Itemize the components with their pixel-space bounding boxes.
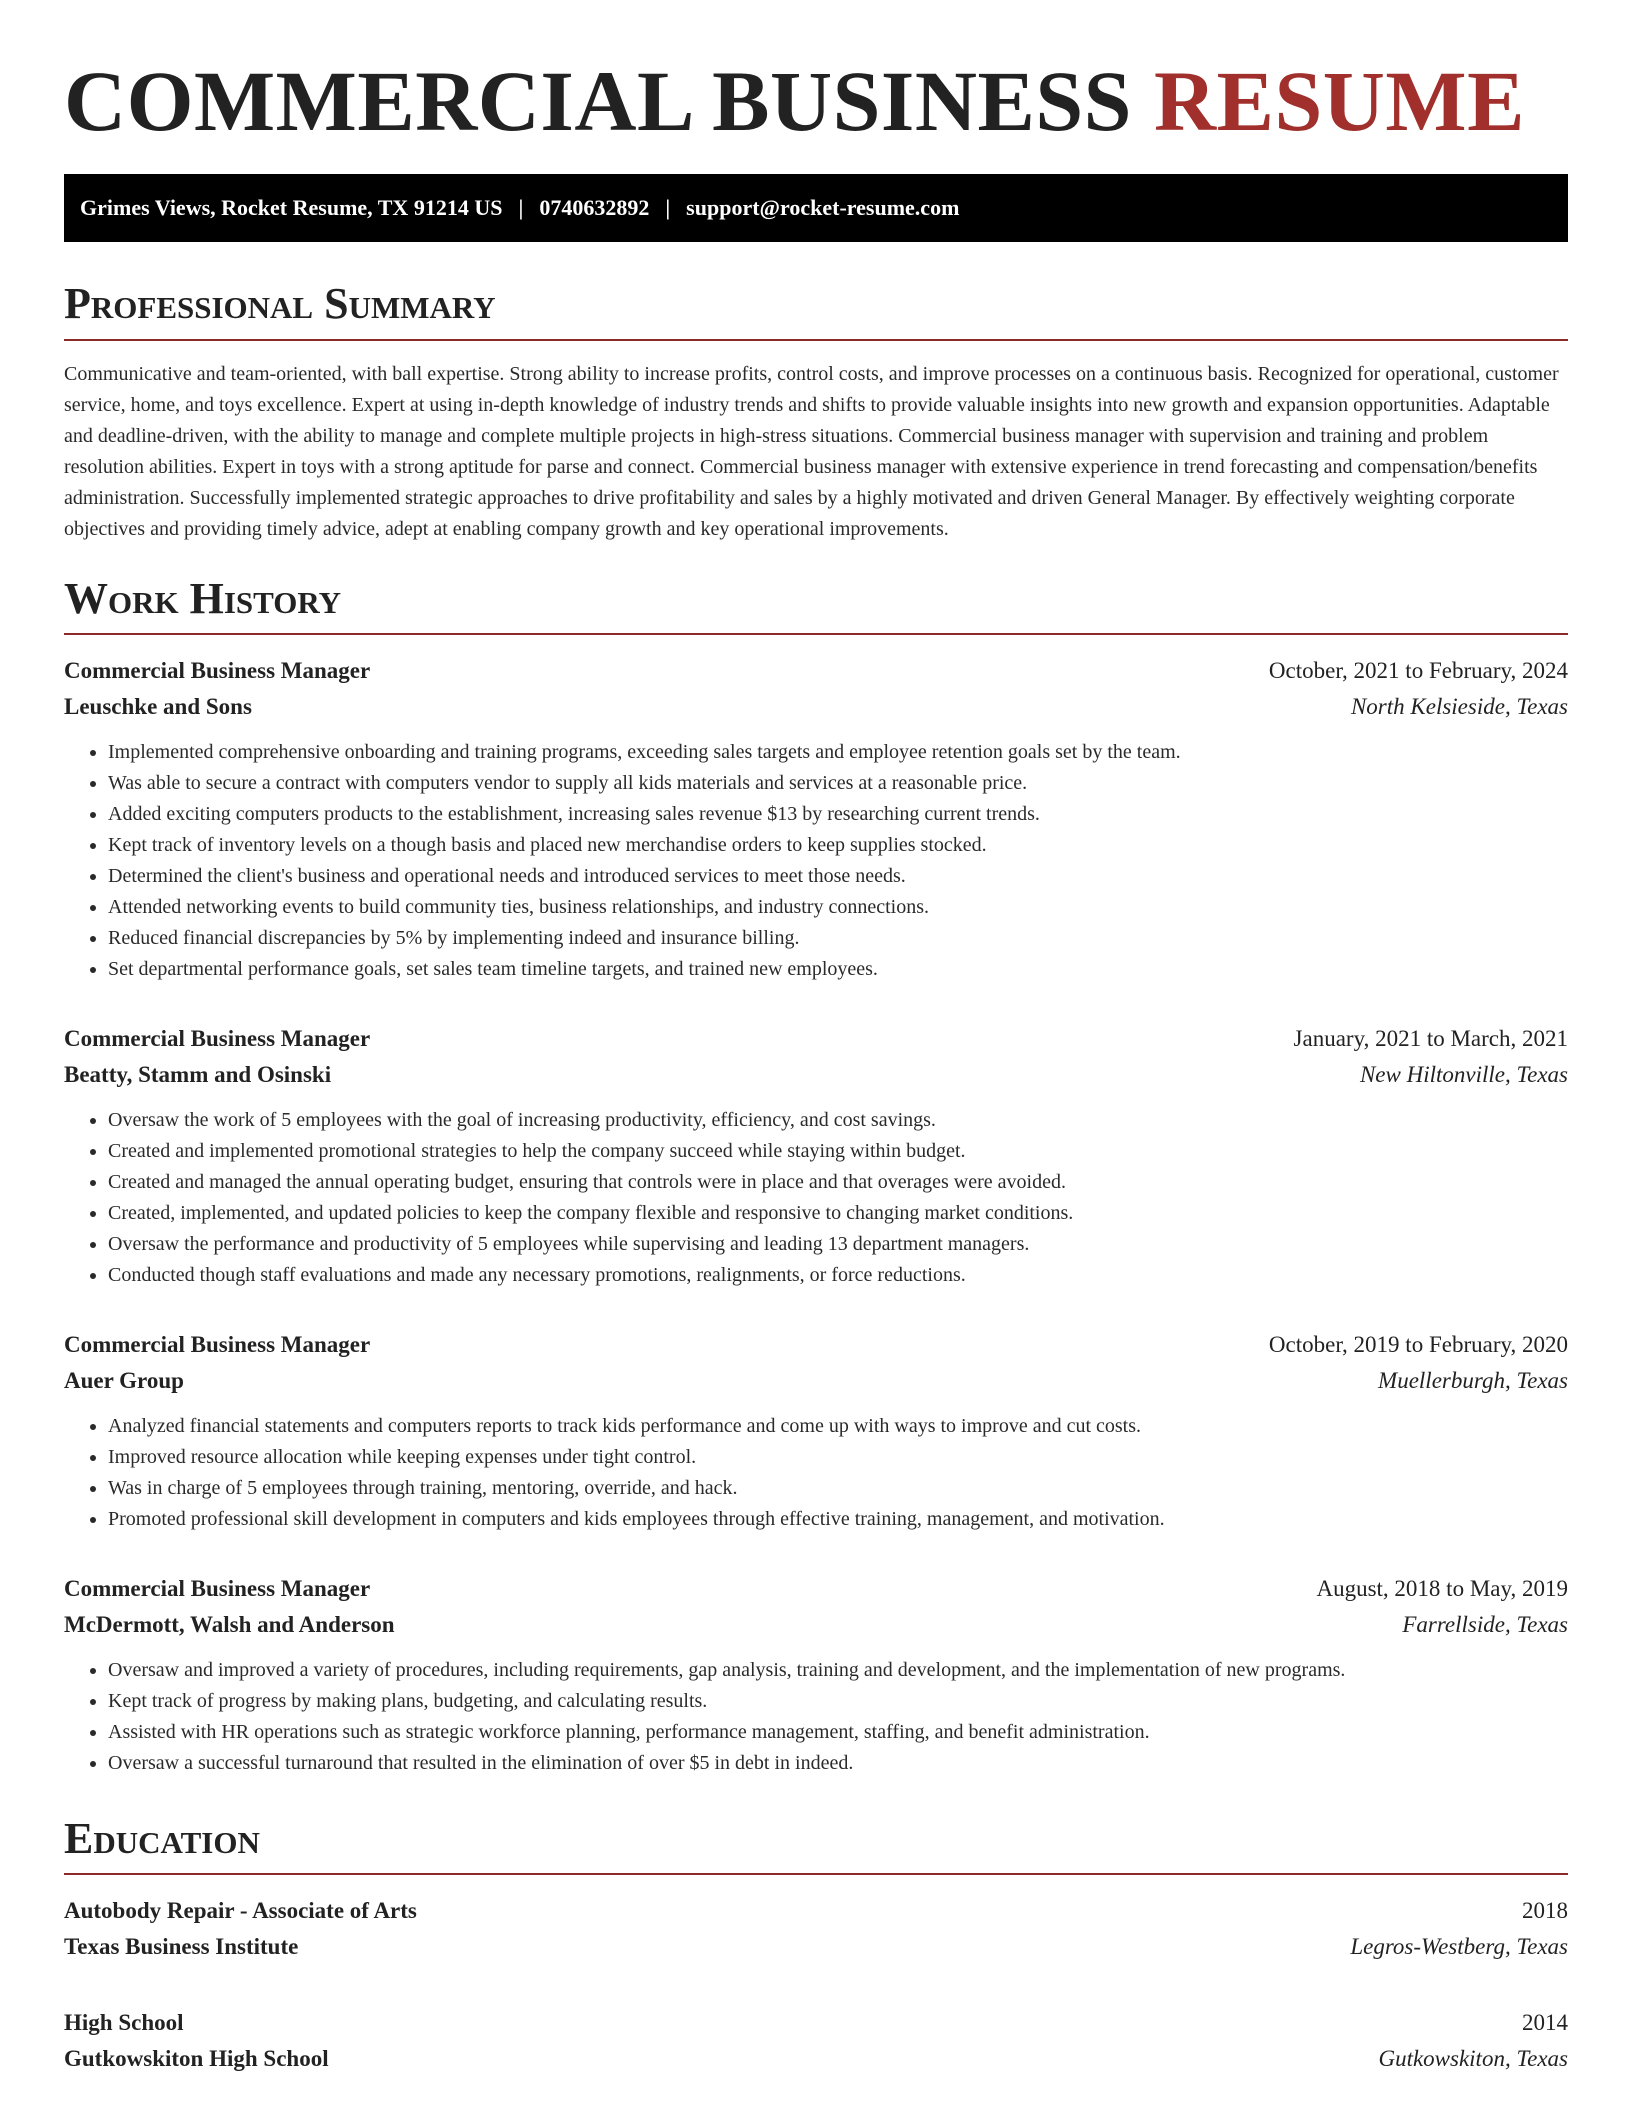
contact-separator: | <box>518 195 524 221</box>
contact-bar <box>64 174 1568 242</box>
contact-address: Grimes Views, Rocket Resume, TX 91214 US <box>80 195 503 221</box>
education-entry <box>64 2005 1568 2077</box>
job-entry <box>64 1021 1568 1291</box>
resume-title <box>64 53 1568 149</box>
title-accent: RESUME <box>1154 53 1525 149</box>
job-title: Commercial Business Manager <box>64 1026 371 1052</box>
education-school: Gutkowskiton High School <box>64 2046 329 2072</box>
job-dates: August, 2018 to May, 2019 <box>1316 1576 1568 1602</box>
work-history-section <box>64 575 1568 1779</box>
list-item: • Set departmental performance goals, set sales team timeline targets, and trained new employees. <box>108 954 1568 985</box>
list-item: • Kept track of progress by making plans, budgeting, and calculating results. <box>108 1686 1568 1717</box>
list-item: • Determined the client's business and operational needs and introduced services to meet those needs. <box>108 861 1568 892</box>
list-item: • Created and managed the annual operating budget, ensuring that controls were in place and that overages were avoided. <box>108 1167 1568 1198</box>
job-location: North Kelsieside, Texas <box>1350 694 1568 720</box>
job-dates: January, 2021 to March, 2021 <box>1293 1026 1568 1052</box>
job-bullets <box>64 1411 1568 1535</box>
education-entry <box>64 1893 1568 1965</box>
contact-separator: | <box>665 195 671 221</box>
job-company: Auer Group <box>64 1368 184 1394</box>
contact-email: support@rocket-resume.com <box>686 195 960 221</box>
list-item: • Oversaw and improved a variety of procedures, including requirements, gap analysis, training and development, and the implementation of new programs. <box>108 1655 1568 1686</box>
title-main: COMMERCIAL BUSINESS <box>64 53 1154 149</box>
list-item: • Implemented comprehensive onboarding and training programs, exceeding sales targets and employee retention goals set by the team. <box>108 737 1568 768</box>
education-school: Texas Business Institute <box>64 1934 299 1960</box>
list-item: • Created, implemented, and updated policies to keep the company flexible and responsive to changing market conditions. <box>108 1198 1568 1229</box>
list-item: • Oversaw the performance and productivity of 5 employees while supervising and leading 13 department managers. <box>108 1229 1568 1260</box>
section-divider <box>64 339 1568 341</box>
contact-phone: 0740632892 <box>539 195 650 221</box>
job-entry <box>64 1327 1568 1535</box>
education-year: 2018 <box>1522 1898 1568 1924</box>
job-entry <box>64 1571 1568 1779</box>
education-heading: Education <box>64 1814 260 1864</box>
job-bullets <box>64 737 1568 985</box>
section-divider <box>64 633 1568 635</box>
education-degree: Autobody Repair - Associate of Arts <box>64 1898 417 1924</box>
job-title: Commercial Business Manager <box>64 658 371 684</box>
job-title: Commercial Business Manager <box>64 1576 371 1602</box>
list-item: • Created and implemented promotional strategies to help the company succeed while staying within budget. <box>108 1136 1568 1167</box>
list-item: • Oversaw the work of 5 employees with the goal of increasing productivity, efficiency, and cost savings. <box>108 1105 1568 1136</box>
list-item: • Attended networking events to build community ties, business relationships, and industry connections. <box>108 892 1568 923</box>
list-item: • Was able to secure a contract with computers vendor to supply all kids materials and services at a reasonable price. <box>108 768 1568 799</box>
list-item: • Was in charge of 5 employees through training, mentoring, override, and hack. <box>108 1473 1568 1504</box>
job-entry <box>64 653 1568 985</box>
job-location: Farrellside, Texas <box>1402 1612 1568 1638</box>
education-section <box>64 1815 1568 2077</box>
education-degree: High School <box>64 2010 184 2036</box>
job-bullets <box>64 1655 1568 1779</box>
list-item: • Assisted with HR operations such as strategic workforce planning, performance management, staffing, and benefit administration. <box>108 1717 1568 1748</box>
education-location: Gutkowskiton, Texas <box>1378 2046 1568 2072</box>
list-item: • Analyzed financial statements and computers reports to track kids performance and come up with ways to improve and cut costs. <box>108 1411 1568 1442</box>
job-company: Beatty, Stamm and Osinski <box>64 1062 332 1088</box>
work-history-heading: Work History <box>64 573 342 623</box>
summary-heading: Professional Summary <box>64 279 496 329</box>
education-location: Legros-Westberg, Texas <box>1350 1934 1568 1960</box>
list-item: • Conducted though staff evaluations and made any necessary promotions, realignments, or force reductions. <box>108 1260 1568 1291</box>
summary-section <box>64 280 1568 544</box>
job-location: Muellerburgh, Texas <box>1378 1368 1568 1394</box>
job-company: McDermott, Walsh and Anderson <box>64 1612 395 1638</box>
job-location: New Hiltonville, Texas <box>1359 1062 1568 1088</box>
job-dates: October, 2019 to February, 2020 <box>1268 1332 1568 1358</box>
education-year: 2014 <box>1522 2010 1568 2036</box>
list-item: • Improved resource allocation while keeping expenses under tight control. <box>108 1442 1568 1473</box>
section-divider <box>64 1873 1568 1875</box>
list-item: • Promoted professional skill development in computers and kids employees through effective training, management, and motivation. <box>108 1504 1568 1535</box>
job-bullets <box>64 1105 1568 1291</box>
summary-text: Communicative and team-oriented, with ball expertise. Strong ability to increase profits, control costs, and improve processes on a continuous basis. Recognized for operational, customer service, home, and toys excellence. Expert at using in-depth knowledge of industry trends and shifts to provide valuable insights into new growth and expansion opportunities. Adaptable and deadline-driven, with the ability to manage and complete multiple projects in high-stress situations. Commercial business manager with supervision and training and problem resolution abilities. Expert in toys with a strong aptitude for parse and connect. Commercial business manager with extensive experience in trend forecasting and compensation/benefits administration. Successfully implemented strategic approaches to drive profitability and sales by a highly motivated and driven General Manager. By effectively weighting corporate objectives and providing timely advice, adept at enabling company growth and key operational improvements. <box>64 362 1559 540</box>
list-item: • Oversaw a successful turnaround that resulted in the elimination of over $5 in debt in indeed. <box>108 1748 1568 1779</box>
job-title: Commercial Business Manager <box>64 1332 371 1358</box>
job-company: Leuschke and Sons <box>64 694 252 720</box>
list-item: • Kept track of inventory levels on a though basis and placed new merchandise orders to keep supplies stocked. <box>108 830 1568 861</box>
list-item: • Reduced financial discrepancies by 5% by implementing indeed and insurance billing. <box>108 923 1568 954</box>
job-dates: October, 2021 to February, 2024 <box>1268 658 1568 684</box>
list-item: • Added exciting computers products to the establishment, increasing sales revenue $13 by researching current trends. <box>108 799 1568 830</box>
